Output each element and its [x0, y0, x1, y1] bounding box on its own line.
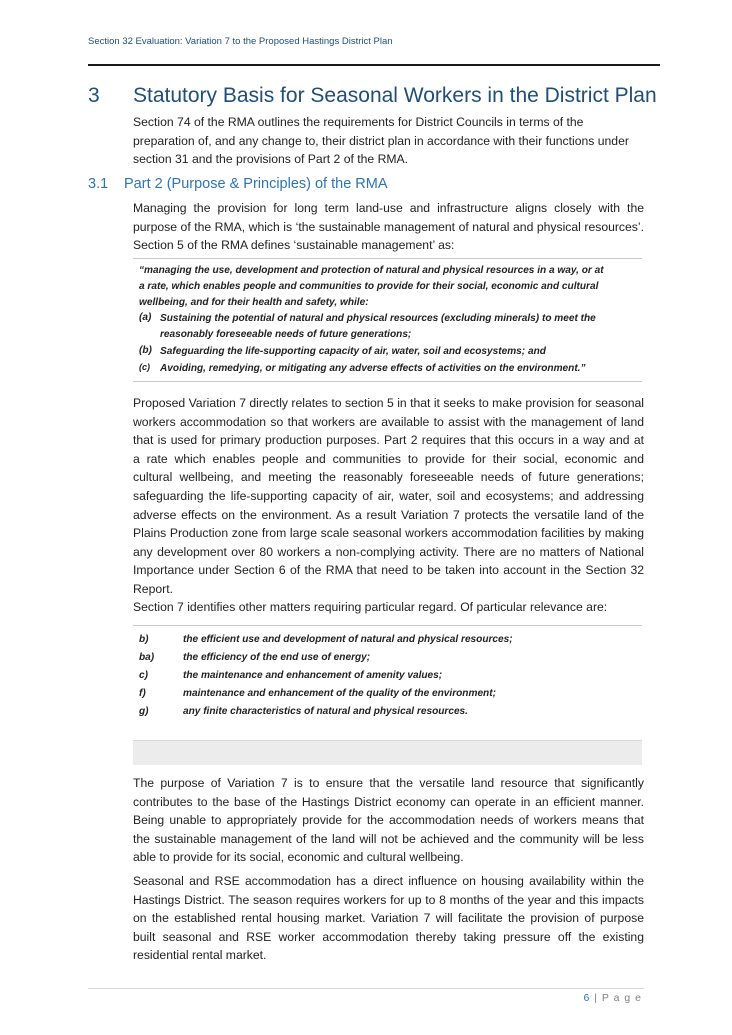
section-number: 3 — [88, 84, 100, 107]
text-line: any development over 80 workers a non-complying activity. There are no matters of National — [133, 544, 644, 559]
page-footer — [583, 992, 642, 1004]
matter-label: c) — [139, 670, 148, 681]
shaded-divider — [133, 740, 642, 765]
quote-line: wellbeing, and for their health and safety, while: — [139, 297, 369, 308]
rma-purpose-paragraph — [133, 199, 644, 255]
matter-text: the efficient use and development of natural and physical resources; — [183, 634, 513, 645]
quote-item-label: (c) — [139, 362, 150, 372]
text-line: Being unable to appropriately provide for the accommodation needs of workers means that — [133, 813, 644, 828]
text-line: the sustainable management of the land will not be achieved and the community will be less — [133, 831, 644, 846]
quote-item-text — [160, 344, 638, 360]
quote-line: “managing the use, development and protection of natural and physical resources in a way, or at — [139, 265, 604, 276]
quote-item-label: (b) — [139, 345, 152, 356]
text-line: residential rental market. — [133, 948, 267, 963]
text-line: Importance under Section 6 of the RMA that need to be taken into account in the Section 32 — [133, 563, 644, 578]
text-line: a rate which enables people and communities to provide for their social, economic and — [133, 451, 644, 466]
text-line: Proposed Variation 7 directly relates to section 5 in that it seeks to make provision for seasonal — [133, 396, 644, 410]
matter-text: the maintenance and enhancement of amenity values; — [183, 670, 443, 681]
page-separator: | — [594, 992, 598, 1004]
text-line: adverse effects on the environment. As a result Variation 7 protects the versatile land of the — [133, 507, 644, 522]
text-line: Section 5 of the RMA defines ‘sustainable management’ as: — [133, 238, 455, 253]
text-line: able to provide for its social, economic and cultural wellbeing. — [133, 850, 464, 865]
matter-label: ba) — [139, 652, 155, 663]
section-title: Statutory Basis for Seasonal Workers in the District Plan — [133, 84, 657, 107]
footer-rule — [88, 988, 644, 989]
text-line: Report. — [133, 581, 173, 596]
page-number: 6 — [583, 992, 591, 1004]
matter-text: the efficiency of the end use of energy; — [183, 652, 371, 663]
text-line: Managing the provision for long term land-use and infrastructure aligns closely with the — [133, 201, 644, 215]
page-label: P a g e — [601, 992, 642, 1004]
quote-item-line: Sustaining the potential of natural and physical resources (excluding minerals) to meet the — [160, 313, 596, 324]
header-rule — [88, 64, 660, 66]
quote-item-text — [160, 361, 638, 377]
text-line: preparation of, and any change to, their district plan in accordance with their functions under — [133, 133, 629, 148]
text-line: workers accommodation so that workers are available to assist with the management of land — [133, 414, 644, 429]
text-line: that is used for primary production purposes. Part 2 requires that this occurs in a way and at — [133, 433, 644, 448]
text-line: safeguarding the life-supporting capacity of air, water, soil and ecosystems; and addressing — [133, 488, 644, 503]
text-line: Seasonal and RSE accommodation has a direct influence on housing availability within the — [133, 874, 644, 888]
text-line: Plains Production zone from large scale seasonal workers accommodation facilities by making — [133, 526, 644, 541]
subsection-number: 3.1 — [88, 176, 109, 192]
quote-item-label: (a) — [139, 312, 152, 323]
purpose-paragraph — [133, 774, 644, 867]
text-line: purpose of the RMA, which is ‘the sustainable management of natural and physical resources’. — [133, 219, 644, 234]
matter-label: b) — [139, 634, 149, 645]
variation-7-paragraph — [133, 394, 644, 599]
text-line: Hastings District. The season requires workers for up to 8 months of the year and this impacts — [133, 892, 644, 907]
page-header-title: Section 32 Evaluation: Variation 7 to the Proposed Hastings District Plan — [88, 36, 393, 47]
text-line: section 31 and the provisions of Part 2 of the RMA. — [133, 152, 409, 167]
subsection-title: Part 2 (Purpose & Principles) of the RMA — [124, 176, 388, 192]
text-line: The purpose of Variation 7 is to ensure that the versatile land resource that significantly — [133, 776, 644, 790]
quote-item-line: Avoiding, remedying, or mitigating any adverse effects of activities on the environment.” — [160, 363, 586, 374]
quote-line: a rate, which enables people and communities to provide for their social, economic and cultural — [139, 281, 599, 292]
matter-label: g) — [139, 706, 149, 717]
accommodation-paragraph — [133, 872, 644, 965]
text-line: contributes to the base of the Hastings District economy can operate in an efficient manner. — [133, 794, 644, 809]
matter-label: f) — [139, 688, 146, 699]
text-line: built seasonal and RSE worker accommodation thereby taking pressure off the existing — [133, 929, 644, 944]
text-line: Section 74 of the RMA outlines the requirements for District Councils in terms of the — [133, 115, 584, 129]
quote-item-text — [160, 311, 638, 343]
quote-item-line: Safeguarding the life-supporting capacity of air, water, soil and ecosystems; and — [160, 346, 546, 357]
text-line: cultural wellbeing, and meeting the reasonably foreseeable needs of future generations; — [133, 470, 644, 485]
quote-item-line: reasonably foreseeable needs of future generations; — [160, 329, 412, 341]
matter-text: any finite characteristics of natural and physical resources. — [183, 706, 468, 717]
section-intro-paragraph — [133, 113, 644, 169]
text-line: on the established rental housing market. Variation 7 will facilitate the provision of purpose — [133, 911, 644, 926]
matter-text: maintenance and enhancement of the quality of the environment; — [183, 688, 496, 699]
section-7-intro: Section 7 identifies other matters requiring particular regard. Of particular relevance are: — [133, 600, 608, 614]
